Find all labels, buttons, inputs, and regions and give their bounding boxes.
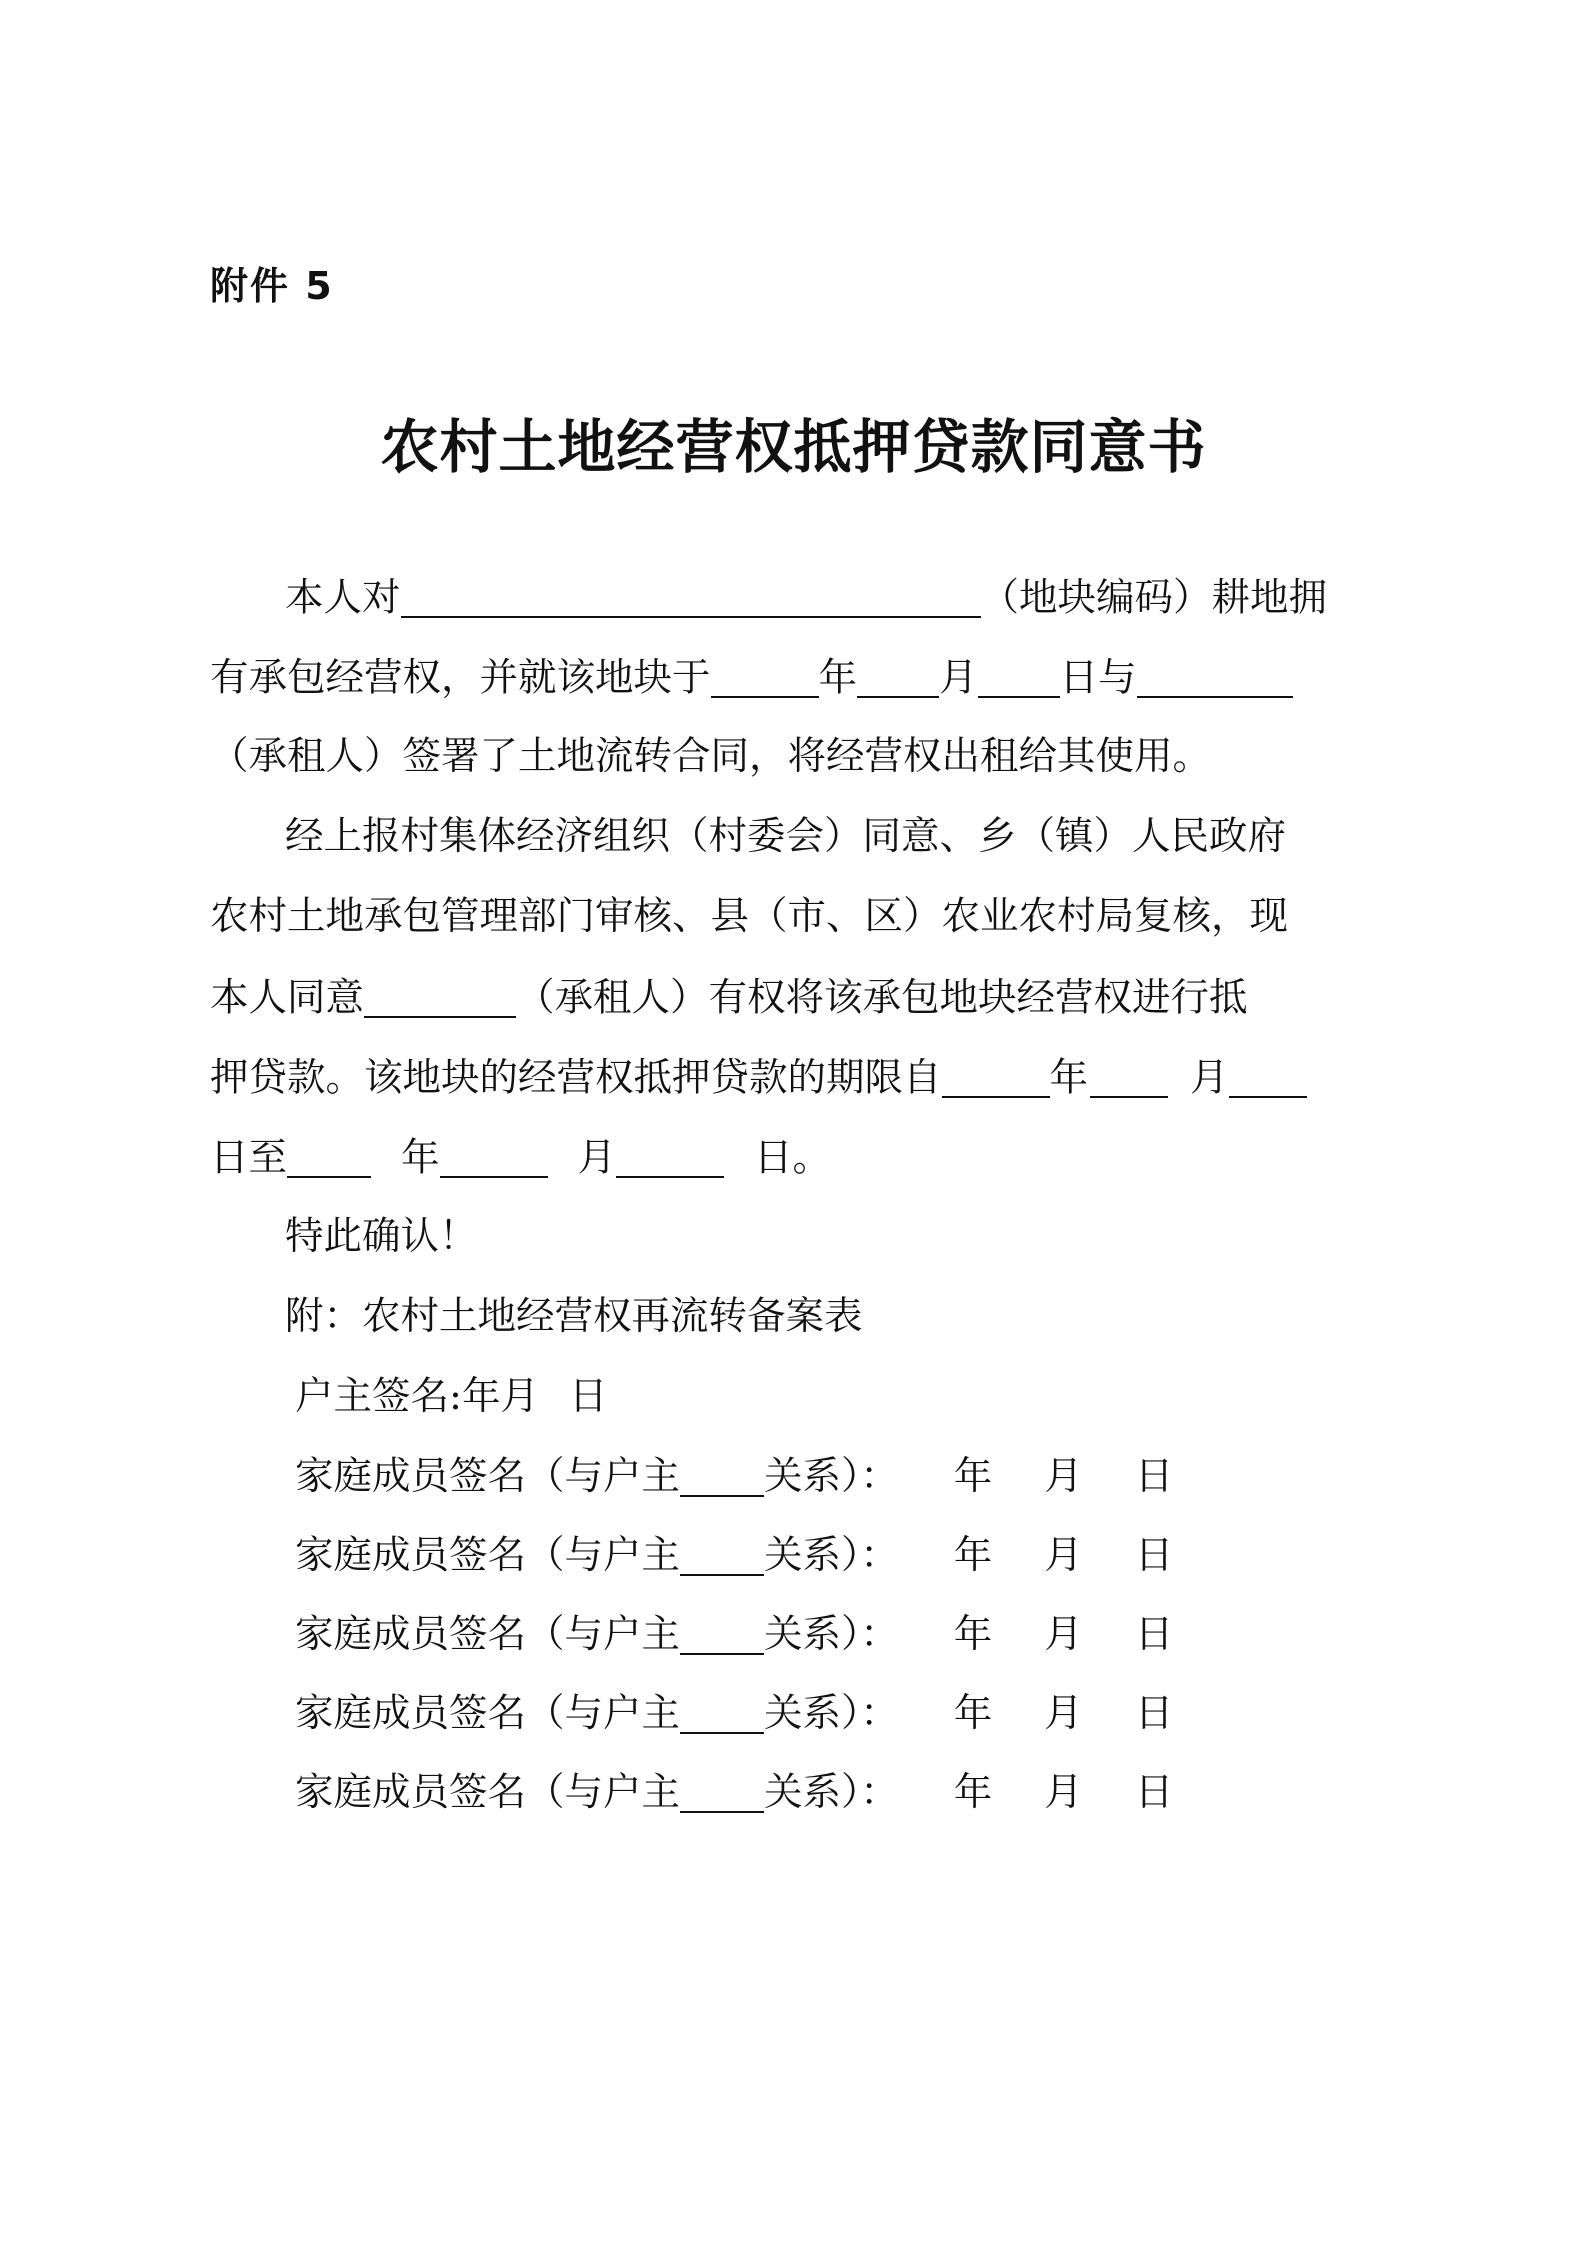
householder-signature: 户主签名:年月 日: [295, 1374, 608, 1419]
contract-month-blank[interactable]: [857, 658, 939, 698]
annex-label: 附件 5: [210, 264, 334, 308]
member-signature-row: 家庭成员签名（与户主 关系）： 年 月 日: [295, 1454, 1174, 1499]
para1-line2: 有承包经营权，并就该地块于 年 月 日与: [210, 658, 1293, 698]
lessee-consent-blank[interactable]: [364, 978, 516, 1018]
para1-line3: （承租人）签署了土地流转合同，将经营权出租给其使用。: [210, 734, 1212, 779]
relationship-blank[interactable]: [680, 1461, 764, 1497]
member-signature-row: 家庭成员签名（与户主 关系）： 年 月 日: [295, 1691, 1174, 1736]
term-end-month-blank[interactable]: [440, 1138, 548, 1178]
para2-line4: 押贷款。该地块的经营权抵押贷款的期限自 年 月: [210, 1058, 1307, 1098]
para2-line1: 经上报村集体经济组织（村委会）同意、乡（镇）人民政府: [285, 814, 1287, 859]
member-signature-row: 家庭成员签名（与户主 关系）： 年 月 日: [295, 1770, 1174, 1815]
attachment-note: 附：农村土地经营权再流转备案表: [285, 1294, 863, 1339]
document-title: 农村土地经营权抵押贷款同意书: [380, 413, 1207, 481]
term-start-month-blank[interactable]: [1090, 1058, 1168, 1098]
term-end-day-blank[interactable]: [616, 1138, 724, 1178]
contract-year-blank[interactable]: [711, 658, 819, 698]
para1-line1: 本人对 （地块编码）耕地拥: [285, 575, 1328, 621]
para2-line5: 日至 年 月 日。: [210, 1135, 832, 1181]
plot-code-blank[interactable]: [401, 578, 981, 618]
term-start-day-blank[interactable]: [1229, 1058, 1307, 1098]
relationship-blank[interactable]: [680, 1698, 764, 1734]
contract-day-blank[interactable]: [978, 658, 1060, 698]
term-end-year-blank[interactable]: [287, 1138, 371, 1178]
para2-line2: 农村土地承包管理部门审核、县（市、区）农业农村局复核，现: [210, 894, 1289, 939]
confirm-text: 特此确认！: [285, 1214, 478, 1259]
lessee-name-blank[interactable]: [1137, 658, 1293, 698]
member-signature-row: 家庭成员签名（与户主 关系）： 年 月 日: [295, 1612, 1174, 1657]
relationship-blank[interactable]: [680, 1540, 764, 1576]
term-start-year-blank[interactable]: [942, 1058, 1050, 1098]
relationship-blank[interactable]: [680, 1619, 764, 1655]
relationship-blank[interactable]: [680, 1777, 764, 1813]
member-signature-row: 家庭成员签名（与户主 关系）： 年 月 日: [295, 1533, 1174, 1578]
para2-line3: 本人同意 （承租人）有权将该承包地块经营权进行抵: [210, 975, 1248, 1021]
